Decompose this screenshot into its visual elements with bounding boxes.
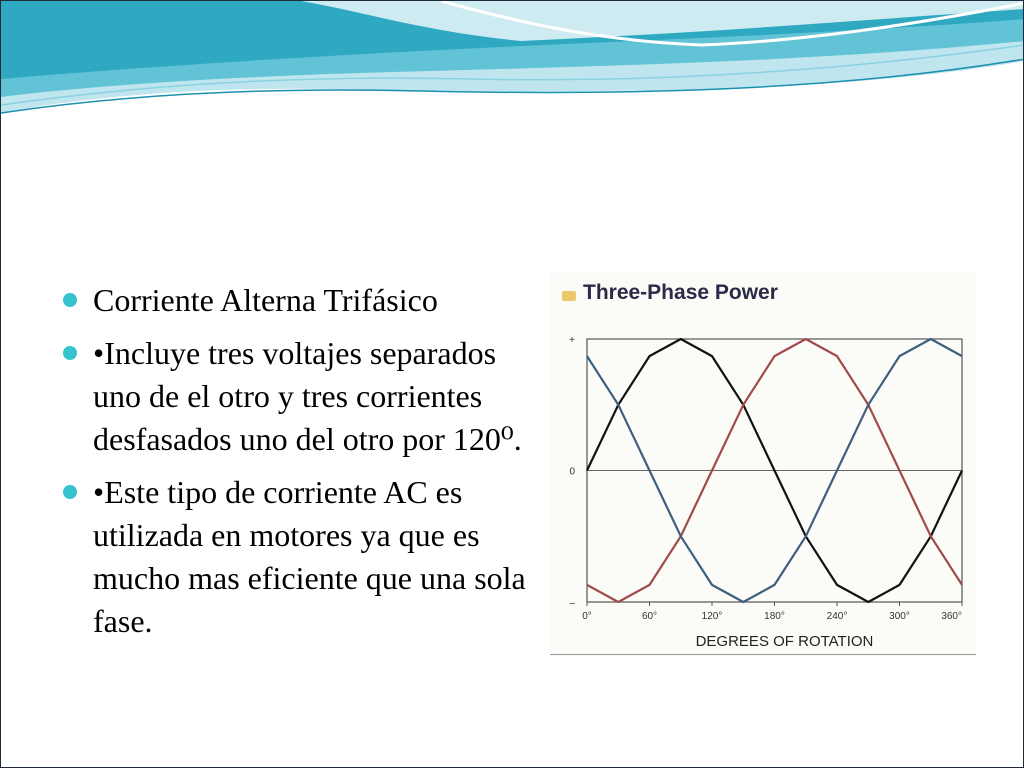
bullet-item [57, 471, 527, 643]
bullet-item [57, 279, 527, 322]
y-tick-label: – [569, 598, 575, 609]
x-axis-label: DEGREES OF ROTATION [695, 633, 874, 650]
bullet-item [57, 332, 527, 461]
chart [550, 273, 976, 654]
figure-bottom-rule [550, 654, 976, 655]
x-tick-label: 120° [701, 611, 723, 622]
bullet-dot-icon [63, 293, 77, 307]
chart-title: Three-Phase Power [583, 281, 778, 304]
bullet-dot-icon [63, 346, 77, 360]
chart-figure [550, 273, 976, 656]
x-tick-label: 0° [582, 611, 592, 622]
x-tick-label: 180° [764, 611, 785, 622]
y-tick-label: 0 [569, 466, 575, 478]
x-tick-label: 360° [941, 611, 962, 622]
bullet-dot-icon [63, 485, 77, 499]
y-tick-label: + [569, 335, 575, 346]
x-tick-label: 240° [826, 611, 848, 622]
x-tick-label: 300° [889, 611, 910, 622]
bullet-text: •Este tipo de corriente AC es utilizada en motores ya que es mucho mas eficiente que una sola fase. [93, 474, 526, 639]
bullet-text: •Incluye tres voltajes separados uno de el otro y tres corrientes desfasados uno del otro por 120⁰. [93, 335, 522, 457]
bullet-list [57, 279, 527, 653]
header-wave-decoration [1, 1, 1024, 131]
x-tick-label: 60° [641, 611, 658, 622]
bullet-text: Corriente Alterna Trifásico [93, 282, 438, 318]
